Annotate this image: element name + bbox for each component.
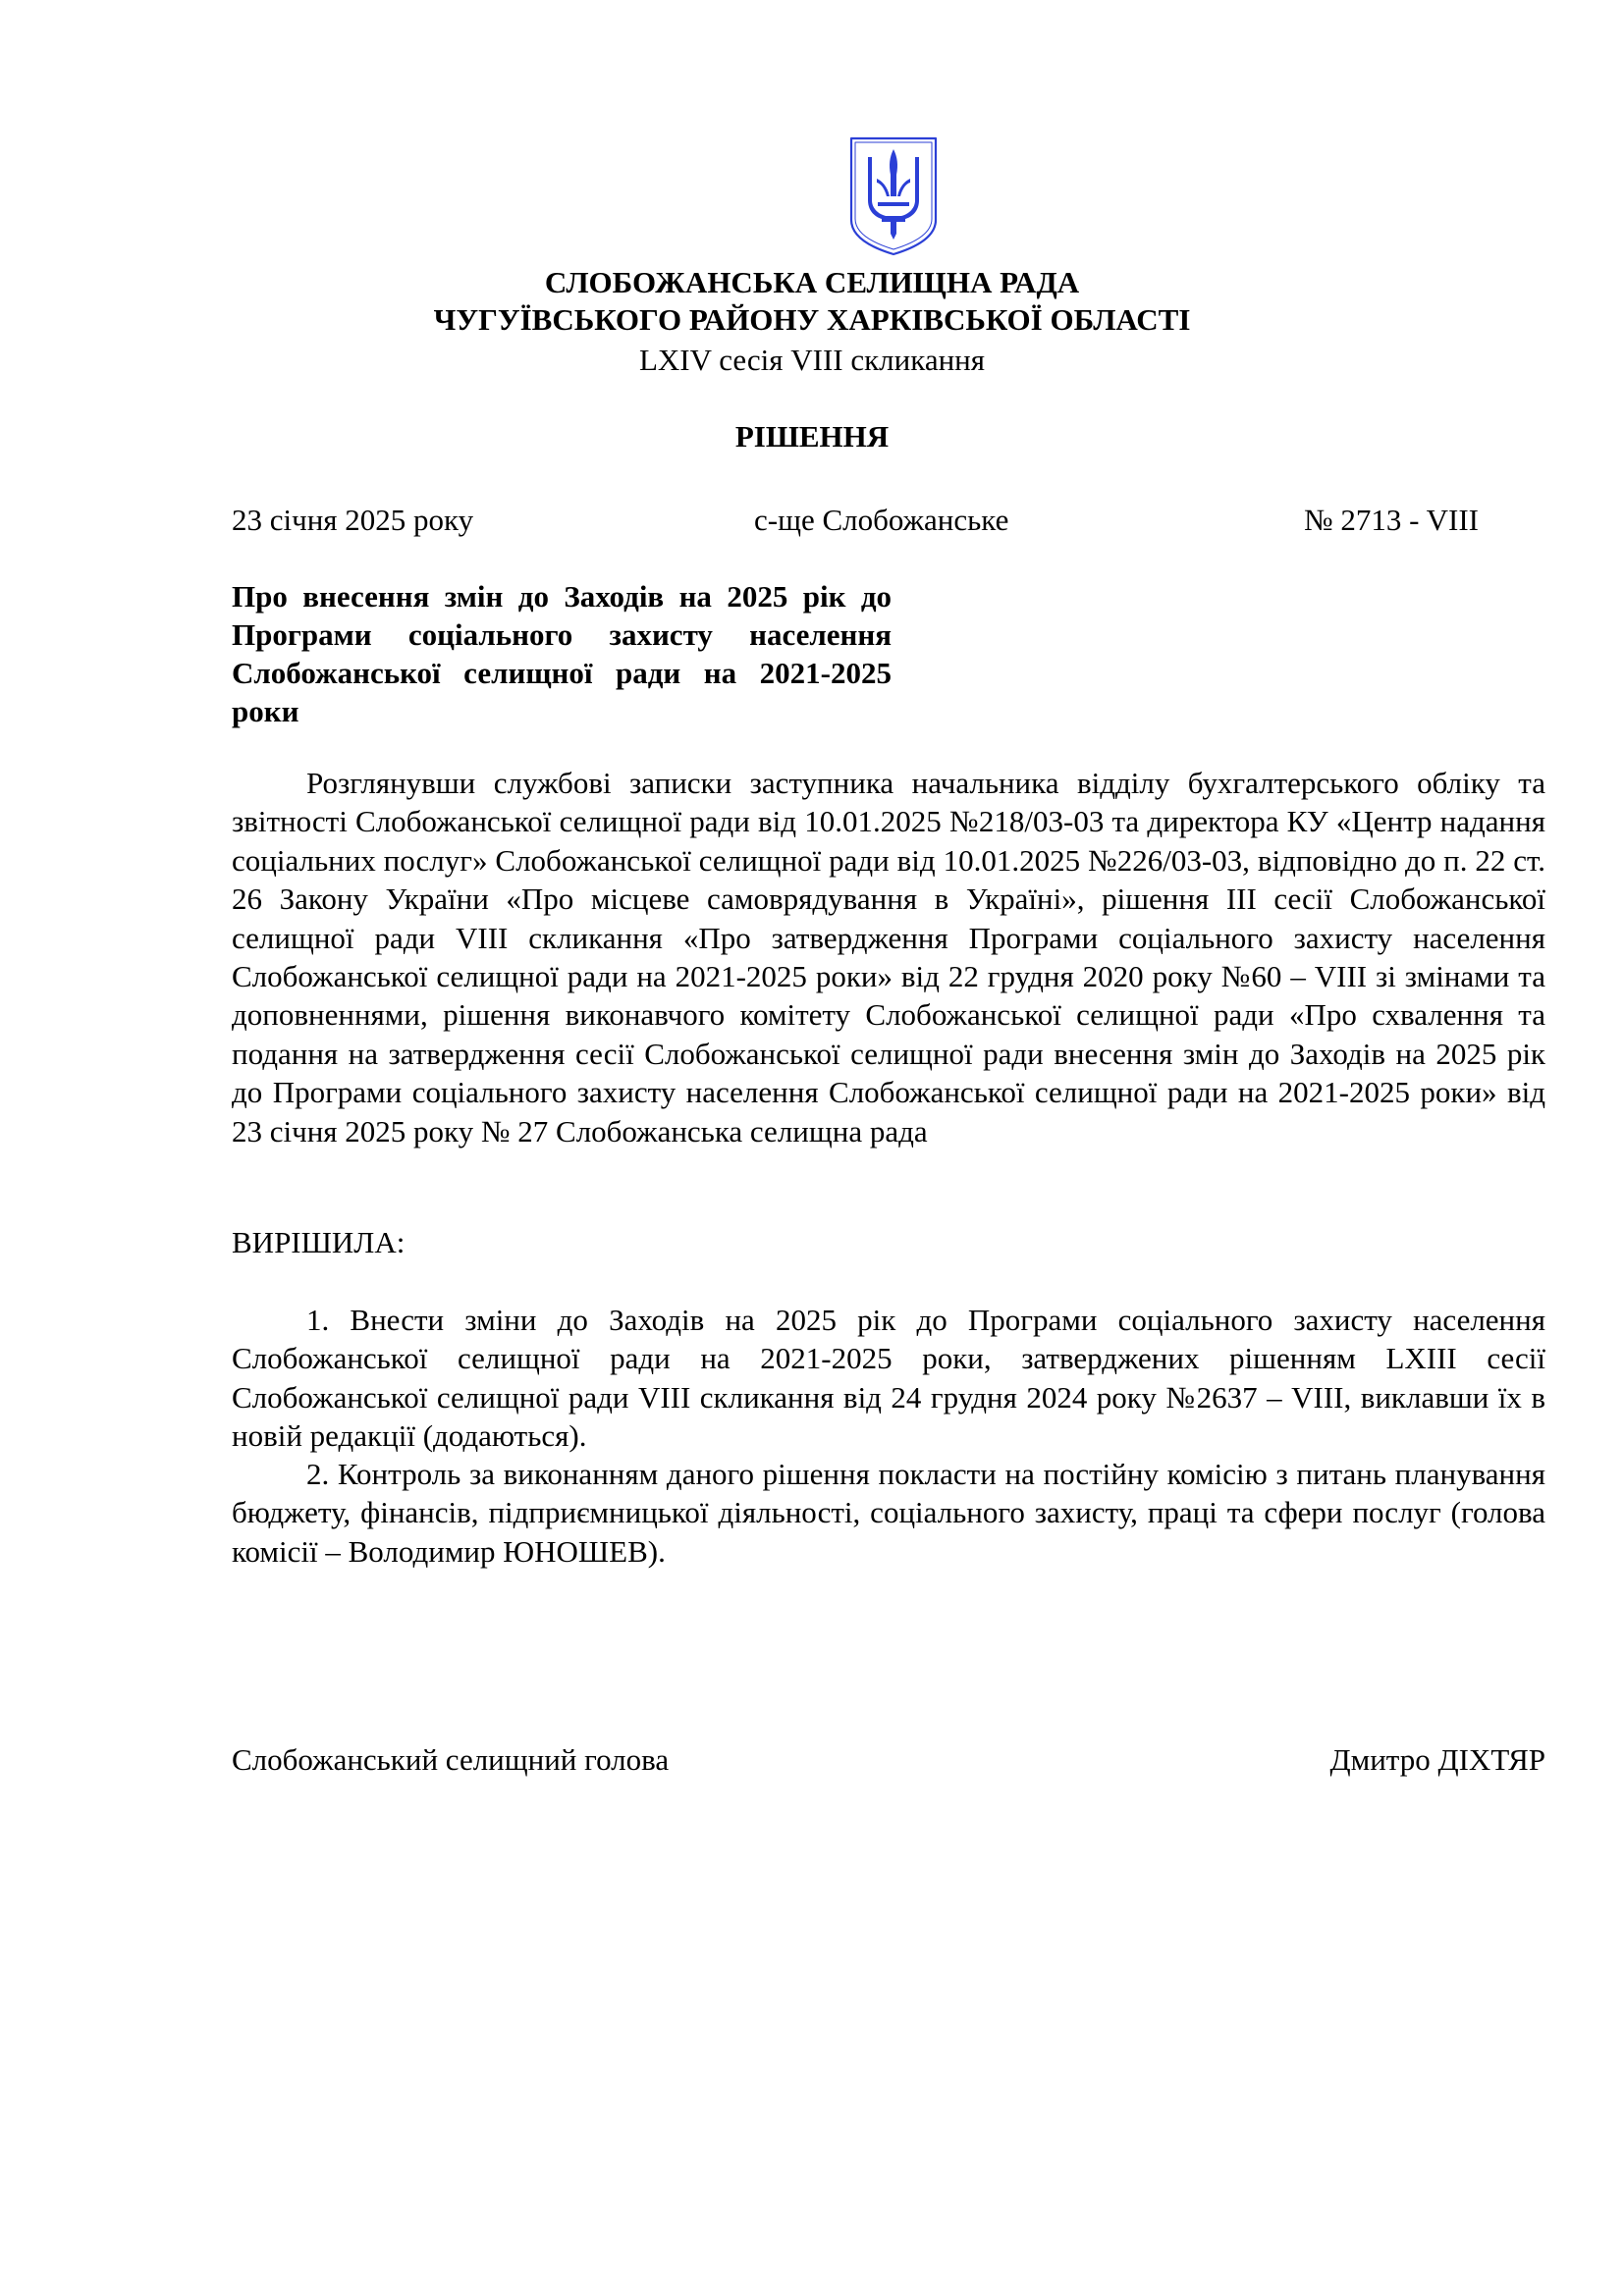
decision-item: 2. Контроль за виконанням даного рішення покласти на постійну комісію з питань планування бюджету, фінансів, підприємницької діяльності, соціального захисту, праці та сфери послуг (голова комісії – Володимир ЮНОШЕВ). <box>232 1457 1545 1569</box>
resolved-label: ВИРІШИЛА: <box>232 1225 406 1259</box>
coat-of-arms-of-ukraine-icon <box>848 135 939 257</box>
signatory-title: Слобожанський селищний голова <box>232 1742 670 1777</box>
decision-subject: Про внесення змін до Заходів на 2025 рік до Програми соціального захисту населення Слобожанської селищної ради на 2021-2025 роки <box>232 579 892 728</box>
document-meta-row <box>232 503 1489 542</box>
document-type-title: РІШЕННЯ <box>734 419 890 454</box>
document-number: № 2713 - VIII <box>1304 503 1479 537</box>
decision-item: 1. Внести зміни до Заходів на 2025 рік до Програми соціального захисту населення Слобожанської селищної ради на 2021-2025 роки, затверджених рішенням LXIII сесії Слобожанської селищної ради VIII скликання від 24 грудня 2024 року №2637 – VIII, виклавши їх в новій редакції (додаються). <box>232 1303 1545 1454</box>
document-place: с-ще Слобожанське <box>754 503 1009 537</box>
signature-block <box>232 1742 1545 1782</box>
document-date: 23 січня 2025 року <box>232 503 474 537</box>
preamble-paragraph: Розглянувши службові записки заступника начальника відділу бухгалтерського обліку та звітності Слобожанської селищної ради від 10.01.2025 №218/03-03 та директора КУ «Центр надання соціальних послуг» Слобожанської селищної ради від 10.01.2025 №226/03-03, відповідно до п. 22 ст. 26 Закону України «Про місцеве самоврядування в Україні», рішення ІІІ сесії Слобожанської селищної ради VIII скликання «Про затвердження Програми соціального захисту населення Слобожанської селищної ради на 2021-2025 роки» від 22 грудня 2020 року №60 – VIII зі змінами та доповненнями, рішення виконавчого комітету Слобожанської селищної ради «Про схвалення та подання на затвердження сесії Слобожанської селищної ради внесення змін до Заходів на 2025 рік до Програми соціального захисту населення Слобожанської селищної ради на 2021-2025 роки» від 23 січня 2025 року № 27 Слобожанська селищна рада <box>232 766 1545 1148</box>
signatory-name: Дмитро ДІХТЯР <box>1329 1742 1545 1777</box>
district-name: ЧУГУЇВСЬКОГО РАЙОНУ ХАРКІВСЬКОЇ ОБЛАСТІ <box>433 302 1191 337</box>
session-line: LXIV сесія VIII скликання <box>638 343 986 377</box>
council-name: СЛОБОЖАНСЬКА СЕЛИЩНА РАДА <box>544 265 1080 299</box>
